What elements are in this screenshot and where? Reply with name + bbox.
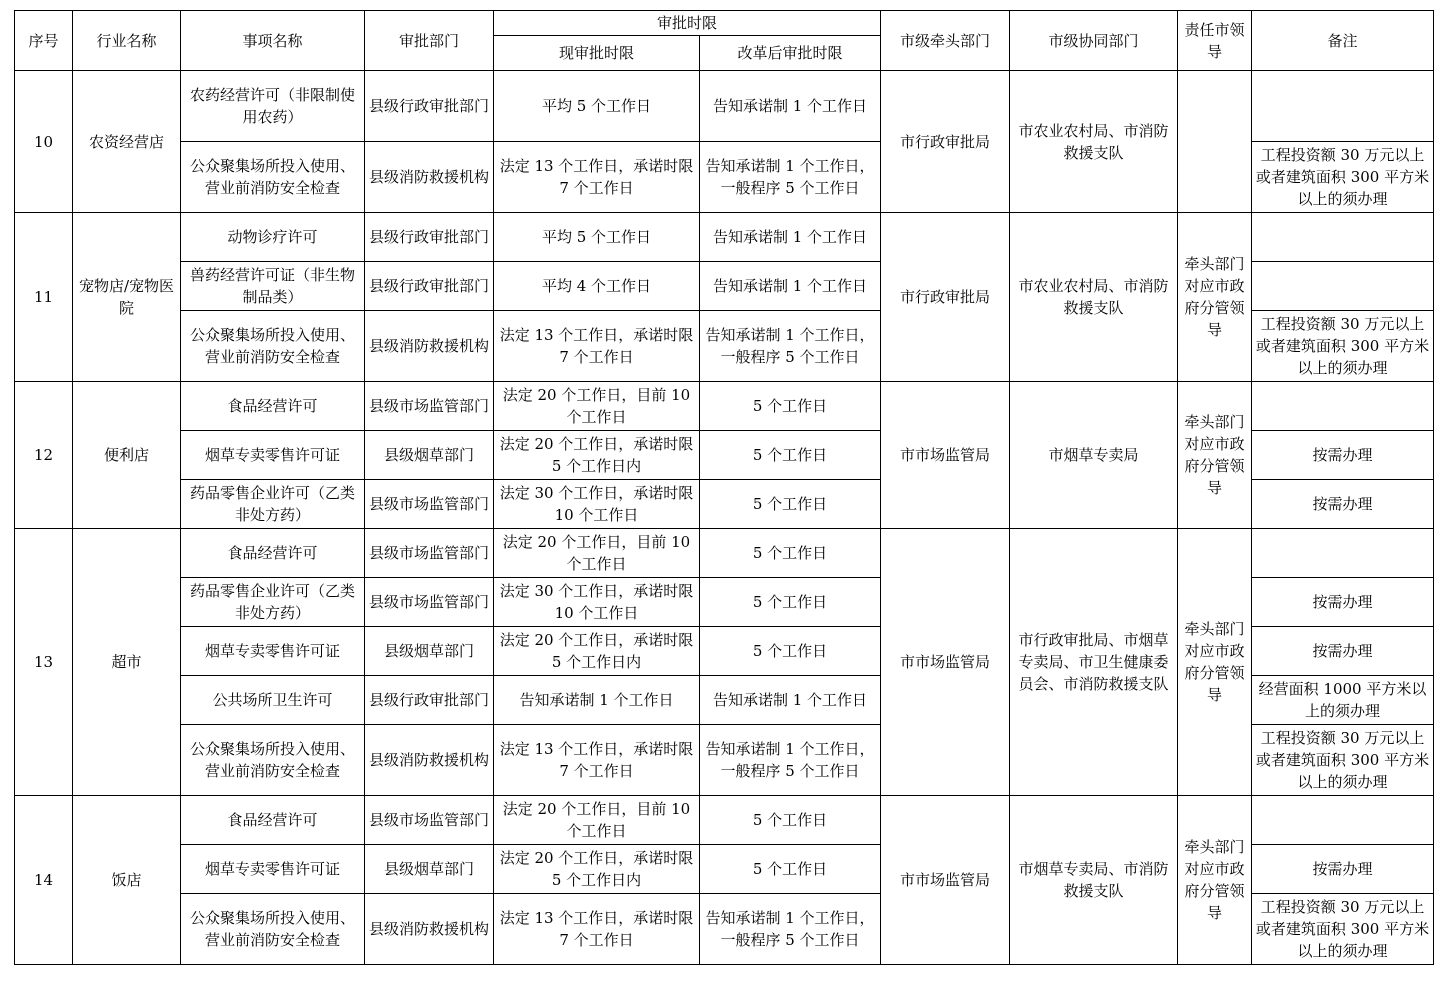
reform-time-cell: 告知承诺制 1 个工作日，一般程序 5 个工作日 [700, 142, 881, 213]
dept-cell: 县级烟草部门 [365, 627, 494, 676]
dept-cell: 县级市场监管部门 [365, 796, 494, 845]
coop-dept-cell: 市烟草专卖局、市消防救援支队 [1010, 796, 1178, 965]
dept-cell: 县级行政审批部门 [365, 213, 494, 262]
dept-cell: 县级市场监管部门 [365, 578, 494, 627]
coop-dept-cell: 市农业农村局、市消防救援支队 [1010, 71, 1178, 213]
dept-cell: 县级烟草部门 [365, 431, 494, 480]
note-cell [1252, 382, 1434, 431]
note-cell: 工程投资额 30 万元以上或者建筑面积 300 平方米以上的须办理 [1252, 311, 1434, 382]
coop-dept-cell: 市行政审批局、市烟草专卖局、市卫生健康委员会、市消防救援支队 [1010, 529, 1178, 796]
note-cell: 按需办理 [1252, 578, 1434, 627]
current-time-cell: 告知承诺制 1 个工作日 [494, 676, 700, 725]
item-cell: 烟草专卖零售许可证 [181, 845, 365, 894]
current-time-cell: 平均 5 个工作日 [494, 213, 700, 262]
current-time-cell: 平均 4 个工作日 [494, 262, 700, 311]
current-time-cell: 法定 20 个工作日，承诺时限 5 个工作日内 [494, 431, 700, 480]
table-body [15, 71, 1434, 965]
leader-cell: 牵头部门对应市政府分管领导 [1178, 382, 1252, 529]
reform-time-cell: 告知承诺制 1 个工作日，一般程序 5 个工作日 [700, 725, 881, 796]
table-row [15, 796, 1434, 845]
dept-cell: 县级消防救援机构 [365, 142, 494, 213]
lead-dept-cell: 市市场监管局 [881, 529, 1010, 796]
note-cell: 按需办理 [1252, 627, 1434, 676]
reform-time-cell: 5 个工作日 [700, 627, 881, 676]
reform-time-cell: 5 个工作日 [700, 382, 881, 431]
dept-cell: 县级行政审批部门 [365, 676, 494, 725]
header-industry: 行业名称 [73, 11, 181, 71]
industry-cell: 饭店 [73, 796, 181, 965]
dept-cell: 县级市场监管部门 [365, 382, 494, 431]
leader-cell: 牵头部门对应市政府分管领导 [1178, 213, 1252, 382]
reform-time-cell: 5 个工作日 [700, 480, 881, 529]
seq-cell: 13 [15, 529, 73, 796]
industry-cell: 宠物店/宠物医院 [73, 213, 181, 382]
item-cell: 烟草专卖零售许可证 [181, 627, 365, 676]
header-item: 事项名称 [181, 11, 365, 71]
current-time-cell: 法定 13 个工作日，承诺时限 7 个工作日 [494, 311, 700, 382]
current-time-cell: 法定 20 个工作日，承诺时限 5 个工作日内 [494, 845, 700, 894]
header-leader: 责任市领导 [1178, 11, 1252, 71]
seq-cell: 12 [15, 382, 73, 529]
dept-cell: 县级消防救援机构 [365, 311, 494, 382]
seq-cell: 14 [15, 796, 73, 965]
reform-time-cell: 5 个工作日 [700, 578, 881, 627]
table-row [15, 71, 1434, 142]
lead-dept-cell: 市行政审批局 [881, 213, 1010, 382]
reform-time-cell: 5 个工作日 [700, 431, 881, 480]
current-time-cell: 法定 13 个工作日，承诺时限 7 个工作日 [494, 142, 700, 213]
leader-cell: 牵头部门对应市政府分管领导 [1178, 796, 1252, 965]
current-time-cell: 法定 20 个工作日，目前 10 个工作日 [494, 382, 700, 431]
item-cell: 公共场所卫生许可 [181, 676, 365, 725]
dept-cell: 县级行政审批部门 [365, 71, 494, 142]
reform-time-cell: 告知承诺制 1 个工作日 [700, 676, 881, 725]
note-cell [1252, 262, 1434, 311]
reform-time-cell: 告知承诺制 1 个工作日 [700, 213, 881, 262]
lead-dept-cell: 市市场监管局 [881, 382, 1010, 529]
note-cell: 按需办理 [1252, 845, 1434, 894]
reform-time-cell: 5 个工作日 [700, 845, 881, 894]
item-cell: 公众聚集场所投入使用、营业前消防安全检查 [181, 311, 365, 382]
seq-cell: 10 [15, 71, 73, 213]
leader-cell: 牵头部门对应市政府分管领导 [1178, 529, 1252, 796]
dept-cell: 县级消防救援机构 [365, 894, 494, 965]
item-cell: 动物诊疗许可 [181, 213, 365, 262]
reform-time-cell: 5 个工作日 [700, 529, 881, 578]
note-cell: 按需办理 [1252, 431, 1434, 480]
note-cell [1252, 796, 1434, 845]
table-row [15, 213, 1434, 262]
table-row [15, 382, 1434, 431]
current-time-cell: 法定 30 个工作日，承诺时限 10 个工作日 [494, 578, 700, 627]
industry-cell: 便利店 [73, 382, 181, 529]
item-cell: 食品经营许可 [181, 529, 365, 578]
note-cell: 工程投资额 30 万元以上或者建筑面积 300 平方米以上的须办理 [1252, 725, 1434, 796]
item-cell: 兽药经营许可证（非生物制品类） [181, 262, 365, 311]
industry-cell: 超市 [73, 529, 181, 796]
note-cell [1252, 529, 1434, 578]
header-time-group: 审批时限 [494, 11, 881, 36]
note-cell: 经营面积 1000 平方米以上的须办理 [1252, 676, 1434, 725]
reform-time-cell: 5 个工作日 [700, 796, 881, 845]
note-cell [1252, 213, 1434, 262]
dept-cell: 县级市场监管部门 [365, 480, 494, 529]
item-cell: 烟草专卖零售许可证 [181, 431, 365, 480]
current-time-cell: 平均 5 个工作日 [494, 71, 700, 142]
seq-cell: 11 [15, 213, 73, 382]
item-cell: 食品经营许可 [181, 796, 365, 845]
note-cell: 工程投资额 30 万元以上或者建筑面积 300 平方米以上的须办理 [1252, 894, 1434, 965]
current-time-cell: 法定 20 个工作日，承诺时限 5 个工作日内 [494, 627, 700, 676]
reform-time-cell: 告知承诺制 1 个工作日，一般程序 5 个工作日 [700, 894, 881, 965]
header-dept: 审批部门 [365, 11, 494, 71]
item-cell: 公众聚集场所投入使用、营业前消防安全检查 [181, 142, 365, 213]
current-time-cell: 法定 13 个工作日，承诺时限 7 个工作日 [494, 725, 700, 796]
reform-time-cell: 告知承诺制 1 个工作日 [700, 71, 881, 142]
current-time-cell: 法定 20 个工作日，目前 10 个工作日 [494, 796, 700, 845]
header-reform-time: 改革后审批时限 [700, 36, 881, 71]
approval-table [14, 10, 1434, 965]
reform-time-cell: 告知承诺制 1 个工作日 [700, 262, 881, 311]
current-time-cell: 法定 13 个工作日，承诺时限 7 个工作日 [494, 894, 700, 965]
item-cell: 药品零售企业许可（乙类非处方药） [181, 578, 365, 627]
note-cell: 按需办理 [1252, 480, 1434, 529]
header-coop-dept: 市级协同部门 [1010, 11, 1178, 71]
item-cell: 公众聚集场所投入使用、营业前消防安全检查 [181, 894, 365, 965]
current-time-cell: 法定 20 个工作日，目前 10 个工作日 [494, 529, 700, 578]
dept-cell: 县级消防救援机构 [365, 725, 494, 796]
header-lead-dept: 市级牵头部门 [881, 11, 1010, 71]
coop-dept-cell: 市农业农村局、市消防救援支队 [1010, 213, 1178, 382]
leader-cell [1178, 71, 1252, 213]
item-cell: 公众聚集场所投入使用、营业前消防安全检查 [181, 725, 365, 796]
lead-dept-cell: 市行政审批局 [881, 71, 1010, 213]
item-cell: 农药经营许可（非限制使用农药） [181, 71, 365, 142]
lead-dept-cell: 市市场监管局 [881, 796, 1010, 965]
table-row [15, 529, 1434, 578]
current-time-cell: 法定 30 个工作日，承诺时限 10 个工作日 [494, 480, 700, 529]
header-note: 备注 [1252, 11, 1434, 71]
dept-cell: 县级市场监管部门 [365, 529, 494, 578]
dept-cell: 县级烟草部门 [365, 845, 494, 894]
note-cell [1252, 71, 1434, 142]
coop-dept-cell: 市烟草专卖局 [1010, 382, 1178, 529]
industry-cell: 农资经营店 [73, 71, 181, 213]
dept-cell: 县级行政审批部门 [365, 262, 494, 311]
header-seq: 序号 [15, 11, 73, 71]
item-cell: 食品经营许可 [181, 382, 365, 431]
reform-time-cell: 告知承诺制 1 个工作日，一般程序 5 个工作日 [700, 311, 881, 382]
table-header [15, 11, 1434, 71]
note-cell: 工程投资额 30 万元以上或者建筑面积 300 平方米以上的须办理 [1252, 142, 1434, 213]
item-cell: 药品零售企业许可（乙类非处方药） [181, 480, 365, 529]
header-current-time: 现审批时限 [494, 36, 700, 71]
